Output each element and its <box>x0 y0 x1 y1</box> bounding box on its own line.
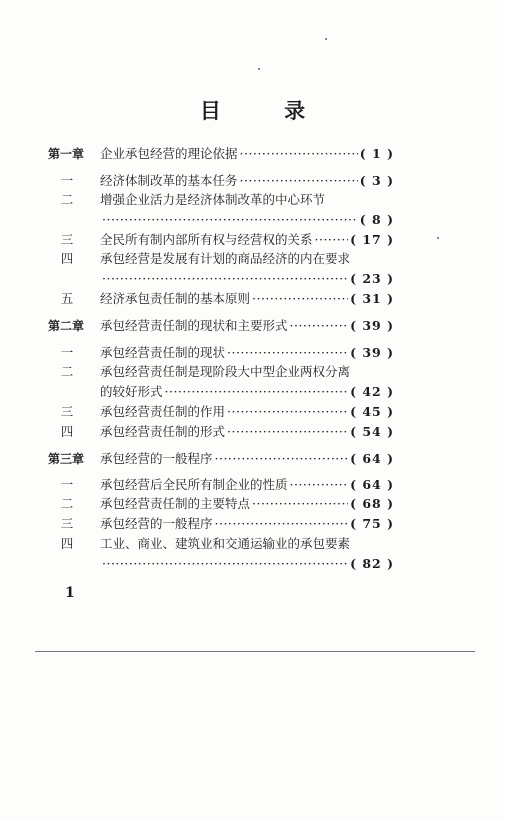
dot-leader <box>315 231 349 249</box>
page-ref: ( 75 ) <box>350 516 394 531</box>
section-entry <box>48 231 394 249</box>
entry-title: 全民所有制内部所有权与经营权的关系 <box>100 232 313 247</box>
page-ref: ( 54 ) <box>350 424 394 439</box>
dot-leader <box>252 495 348 513</box>
scan-speck <box>437 237 439 239</box>
entry-title: 经济体制改革的基本任务 <box>100 173 238 188</box>
page-ref: ( 3 ) <box>359 173 394 188</box>
dot-leader <box>227 423 348 441</box>
entry-number: 一 <box>60 345 74 360</box>
entry-title: 承包经营后全民所有制企业的性质 <box>100 477 288 492</box>
section-entry <box>48 344 394 362</box>
section-entry <box>48 476 394 494</box>
entry-title: 工业、商业、建筑业和交通运输业的承包要素 <box>100 536 351 551</box>
entry-number: 第二章 <box>48 319 85 333</box>
entry-number: 二 <box>60 364 74 379</box>
page-ref: ( 1 ) <box>359 146 394 161</box>
entry-number: 一 <box>60 173 74 188</box>
chapter-entry <box>48 450 394 468</box>
entry-number: 二 <box>60 192 74 207</box>
entry-number: 四 <box>60 424 74 439</box>
entry-number: 二 <box>60 496 74 511</box>
dot-leader <box>252 290 348 308</box>
page-ref: ( 17 ) <box>350 232 394 247</box>
entry-title-cont: 的较好形式 <box>100 384 163 399</box>
page-ref: ( 64 ) <box>350 451 394 466</box>
page-ref: ( 39 ) <box>350 318 394 333</box>
page-ref: ( 42 ) <box>350 384 394 399</box>
dot-leader <box>240 172 358 190</box>
dot-leader <box>290 317 349 335</box>
entry-title: 承包经营是发展有计划的商品经济的内在要求 <box>100 251 351 266</box>
dot-leader <box>102 270 348 288</box>
page-ref: ( 64 ) <box>350 477 394 492</box>
page-ref: ( 82 ) <box>350 556 394 571</box>
section-entry <box>48 290 394 308</box>
scan-speck <box>325 38 327 40</box>
scan-speck <box>258 68 260 70</box>
entry-title: 承包经营的一般程序 <box>100 516 213 531</box>
section-entry <box>48 403 394 421</box>
page-ref: ( 45 ) <box>350 404 394 419</box>
page-ref: ( 23 ) <box>350 271 394 286</box>
page-ref: ( 68 ) <box>350 496 394 511</box>
page-title: 目 录 <box>199 98 334 123</box>
entry-number: 一 <box>60 477 74 492</box>
entry-title: 承包经营责任制的主要特点 <box>100 496 251 511</box>
entry-title: 企业承包经营的理论依据 <box>100 146 238 161</box>
section-entry <box>48 535 394 553</box>
entry-title: 增强企业活力是经济体制改革的中心环节 <box>100 192 326 207</box>
entry-title: 承包经营责任制的形式 <box>100 424 226 439</box>
entry-continuation <box>48 383 394 401</box>
section-entry <box>48 423 394 441</box>
dot-leader <box>227 403 348 421</box>
entry-title: 承包经营责任制是现阶段大中型企业两权分离 <box>100 364 351 379</box>
entry-number: 五 <box>60 291 74 306</box>
section-entry <box>48 495 394 513</box>
page-number: 1 <box>65 585 75 601</box>
entry-continuation <box>48 270 394 288</box>
dot-leader <box>102 555 348 573</box>
dot-leader <box>215 450 349 468</box>
dot-leader <box>165 383 349 401</box>
entry-number: 第三章 <box>48 452 85 466</box>
page-ref: ( 31 ) <box>350 291 394 306</box>
entry-number: 三 <box>60 404 74 419</box>
page-ref: ( 8 ) <box>359 212 394 227</box>
dot-leader <box>102 211 358 229</box>
chapter-entry <box>48 317 394 335</box>
entry-title: 承包经营责任制的作用 <box>100 404 226 419</box>
dot-leader <box>240 145 358 163</box>
page-ref: ( 39 ) <box>350 345 394 360</box>
entry-continuation <box>48 211 394 229</box>
entry-title: 承包经营责任制的现状和主要形式 <box>100 318 288 333</box>
section-entry <box>48 172 394 190</box>
section-entry <box>48 363 394 381</box>
dot-leader <box>227 344 348 362</box>
dot-leader <box>290 476 349 494</box>
entry-title: 承包经营责任制的现状 <box>100 345 226 360</box>
entry-number: 四 <box>60 251 74 266</box>
chapter-entry <box>48 145 394 163</box>
entry-number: 四 <box>60 536 74 551</box>
entry-title: 承包经营的一般程序 <box>100 451 213 466</box>
entry-number: 三 <box>60 516 74 531</box>
entry-title: 经济承包责任制的基本原则 <box>100 291 251 306</box>
entry-number: 三 <box>60 232 74 247</box>
entry-continuation <box>48 555 394 573</box>
section-entry <box>48 191 394 209</box>
entry-number: 第一章 <box>48 147 85 161</box>
section-entry <box>48 515 394 533</box>
section-entry <box>48 250 394 268</box>
dot-leader <box>215 515 349 533</box>
footer-rule <box>35 651 475 652</box>
